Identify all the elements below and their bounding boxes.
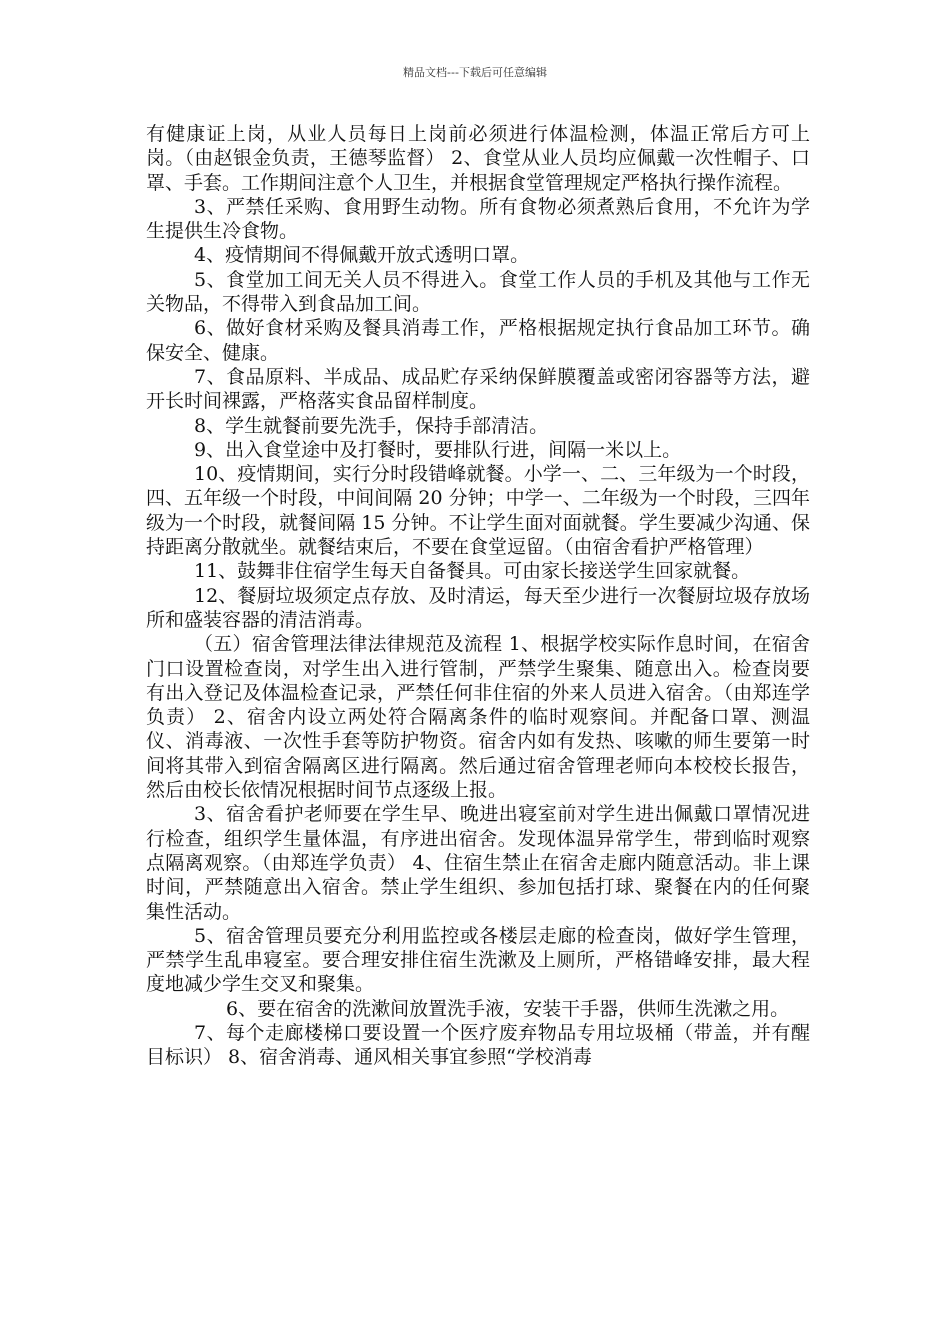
paragraph: 11、鼓舞非住宿学生每天自备餐具。可由家长接送学生回家就餐。 [194,560,751,583]
paragraph: 5、食堂加工间无关人员不得进入。食堂工作人员的手机及其他与工作无关物品，不得带入到食品加工间。 [146,268,810,316]
paragraph: 10、疫情期间，实行分时段错峰就餐。小学一、二、三年级为一个时段，四、五年级一个时段，中间间隔 20 分钟；中学一、二年级为一个时段，三四年级为一个时段，就餐间隔 15 分钟。不让学生面对面就餐。学生要减少沟通、保持距离分散就坐。就餐结束后，不要在食堂逗留。（由宿舍看护严格管理） [146,463,810,559]
paragraph: 8、学生就餐前要先洗手，保持手部清洁。 [194,414,549,437]
paragraph: 3、严禁任采购、食用野生动物。所有食物必须煮熟后食用，不允许为学生提供生冷食物。 [146,195,810,243]
paragraph: 9、出入食堂途中及打餐时，要排队行进，间隔一米以上。 [194,438,682,461]
paragraph: 6、做好食材采购及餐具消毒工作，严格根据规定执行食品加工环节。确保安全、健康。 [146,317,810,364]
paragraph: 有健康证上岗，从业人员每日上岗前必须进行体温检测，体温正常后方可上岗。（由赵银金负责，王德琴监督） 2、食堂从业人员均应佩戴一次性帽子、口罩、手套。工作期间注意个人卫生，并根据食堂管理规定严格执行操作流程。 [146,123,810,194]
paragraph: 7、食品原料、半成品、成品贮存采纳保鲜膜覆盖或密闭容器等方法，避开长时间裸露，严格落实食品留样制度。 [146,365,810,413]
paragraph: 5、宿舍管理员要充分利用监控或各楼层走廊的检查岗，做好学生管理，严禁学生乱串寝室。要合理安排住宿生洗漱及上厕所，严格错峰安排，最大程度地减少学生交叉和聚集。 [146,924,810,996]
paragraph: 6、要在宿舍的洗漱间放置洗手液，安装干手器，供师生洗漱之用。 [226,997,790,1020]
paragraph: 12、餐厨垃圾须定点存放、及时清运，每天至少进行一次餐厨垃圾存放场所和盛装容器的清洁消毒。 [146,584,810,631]
page-header: 精品文档---下载后可任意编辑 [403,66,547,79]
paragraph: （五）宿舍管理法律法律规范及流程 1、根据学校实际作息时间，在宿舍门口设置检查岗，对学生出入进行管制，严禁学生聚集、随意出入。检查岗要有出入登记及体温检查记录，严禁任何非住宿的外来人员进入宿舍。（由郑连学负责） 2、宿舍内设立两处符合隔离条件的临时观察间。并配备口罩、测温仪、消毒液、一次性手套等防护物资。宿舍内如有发热、咳嗽的师生要第一时间将其带入到宿舍隔离区进行隔离。然后通过宿舍管理老师向本校校长报告，然后由校长依情况根据时间节点逐级上报。 [146,633,810,802]
paragraph: 7、每个走廊楼梯口要设置一个医疗废弃物品专用垃圾桶（带盖，并有醒目标识） 8、宿舍消毒、通风相关事宜参照“学校消毒 [146,1021,810,1069]
document-body [146,122,810,1070]
paragraph: 4、疫情期间不得佩戴开放式透明口罩。 [194,244,530,267]
paragraph: 3、宿舍看护老师要在学生早、晚进出寝室前对学生进出佩戴口罩情况进行检查，组织学生量体温，有序进出宿舍。发现体温异常学生，带到临时观察点隔离观察。（由郑连学负责） 4、住宿生禁止在宿舍走廊内随意活动。非上课时间，严禁随意出入宿舍。禁止学生组织、参加包括打球、聚餐在内的任何聚集性活动。 [146,803,810,923]
